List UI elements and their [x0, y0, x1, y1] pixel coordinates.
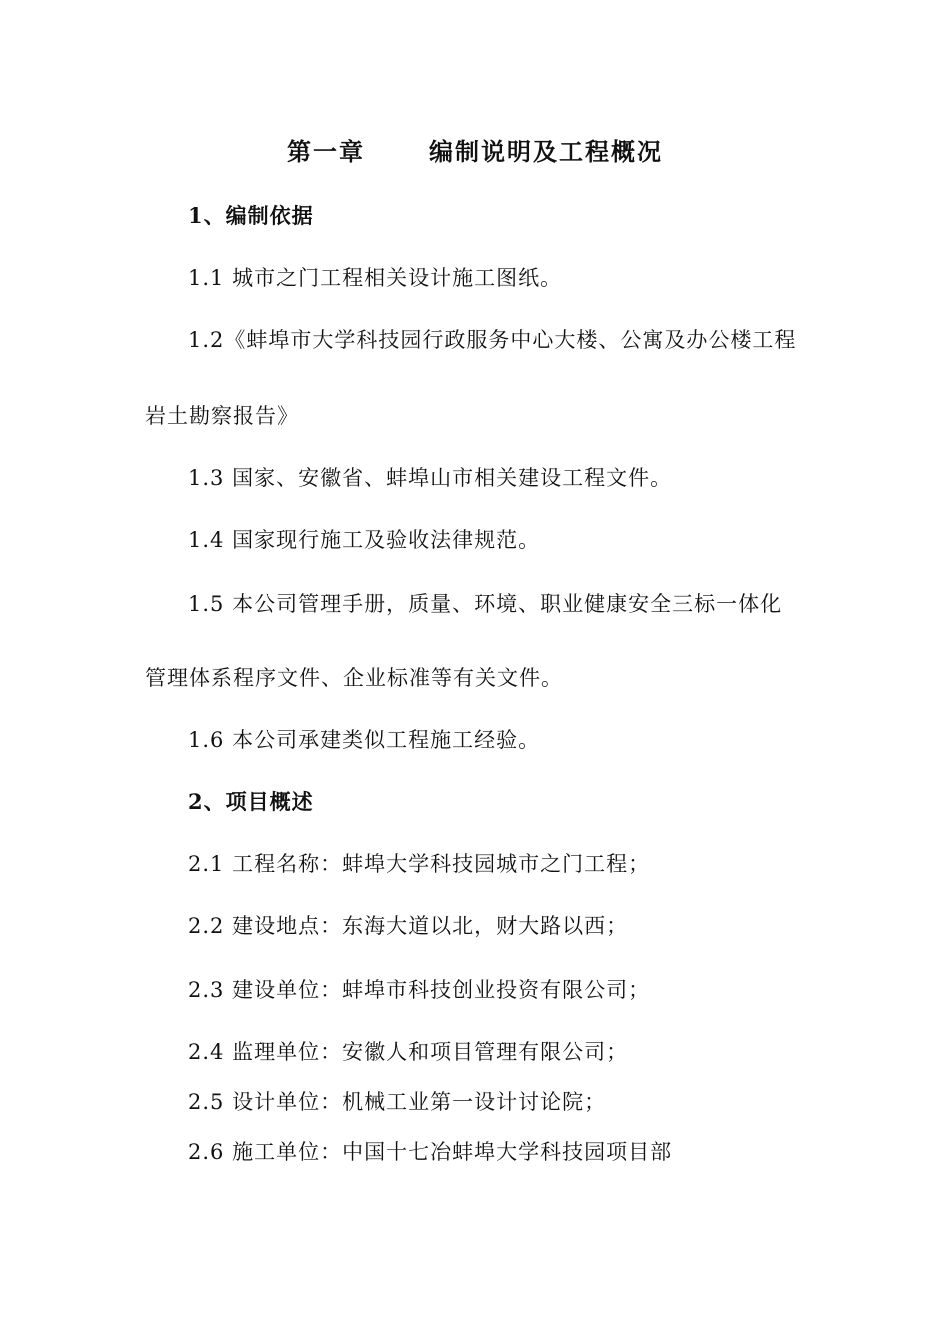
basis-item-1-3: 1.3 国家、安徽省、蚌埠山市相关建设工程文件。 — [188, 466, 673, 490]
basis-item-1-4: 1.4 国家现行施工及验收法律规范。 — [188, 528, 541, 552]
overview-item-2-4: 2.4 监理单位：安徽人和项目管理有限公司； — [188, 1040, 629, 1064]
basis-item-1-5-continued: 管理体系程序文件、企业标准等有关文件。 — [145, 666, 563, 690]
basis-item-1-5: 1.5 本公司管理手册，质量、环境、职业健康安全三标一体化 — [188, 592, 783, 616]
basis-item-1-2: 1.2《蚌埠市大学科技园行政服务中心大楼、公寓及办公楼工程 — [188, 328, 797, 352]
basis-item-1-2-continued: 岩土勘察报告》 — [145, 404, 299, 428]
chapter-title — [0, 136, 950, 168]
overview-item-2-3: 2.3 建设单位：蚌埠市科技创业投资有限公司； — [188, 978, 651, 1002]
chapter-name: 编制说明及工程概况 — [429, 137, 663, 166]
overview-item-2-6: 2.6 施工单位：中国十七冶蚌埠大学科技园项目部 — [188, 1140, 673, 1164]
basis-item-1-1: 1.1 城市之门工程相关设计施工图纸。 — [188, 266, 563, 290]
overview-item-2-5: 2.5 设计单位：机械工业第一设计讨论院； — [188, 1090, 607, 1114]
section-heading-overview: 2、项目概述 — [188, 789, 314, 814]
overview-item-2-1: 2.1 工程名称：蚌埠大学科技园城市之门工程； — [188, 852, 651, 876]
section-heading-basis: 1、编制依据 — [188, 203, 314, 228]
overview-item-2-2: 2.2 建设地点：东海大道以北，财大路以西； — [188, 914, 629, 938]
chapter-number: 第一章 — [287, 137, 365, 166]
basis-item-1-6: 1.6 本公司承建类似工程施工经验。 — [188, 728, 541, 752]
